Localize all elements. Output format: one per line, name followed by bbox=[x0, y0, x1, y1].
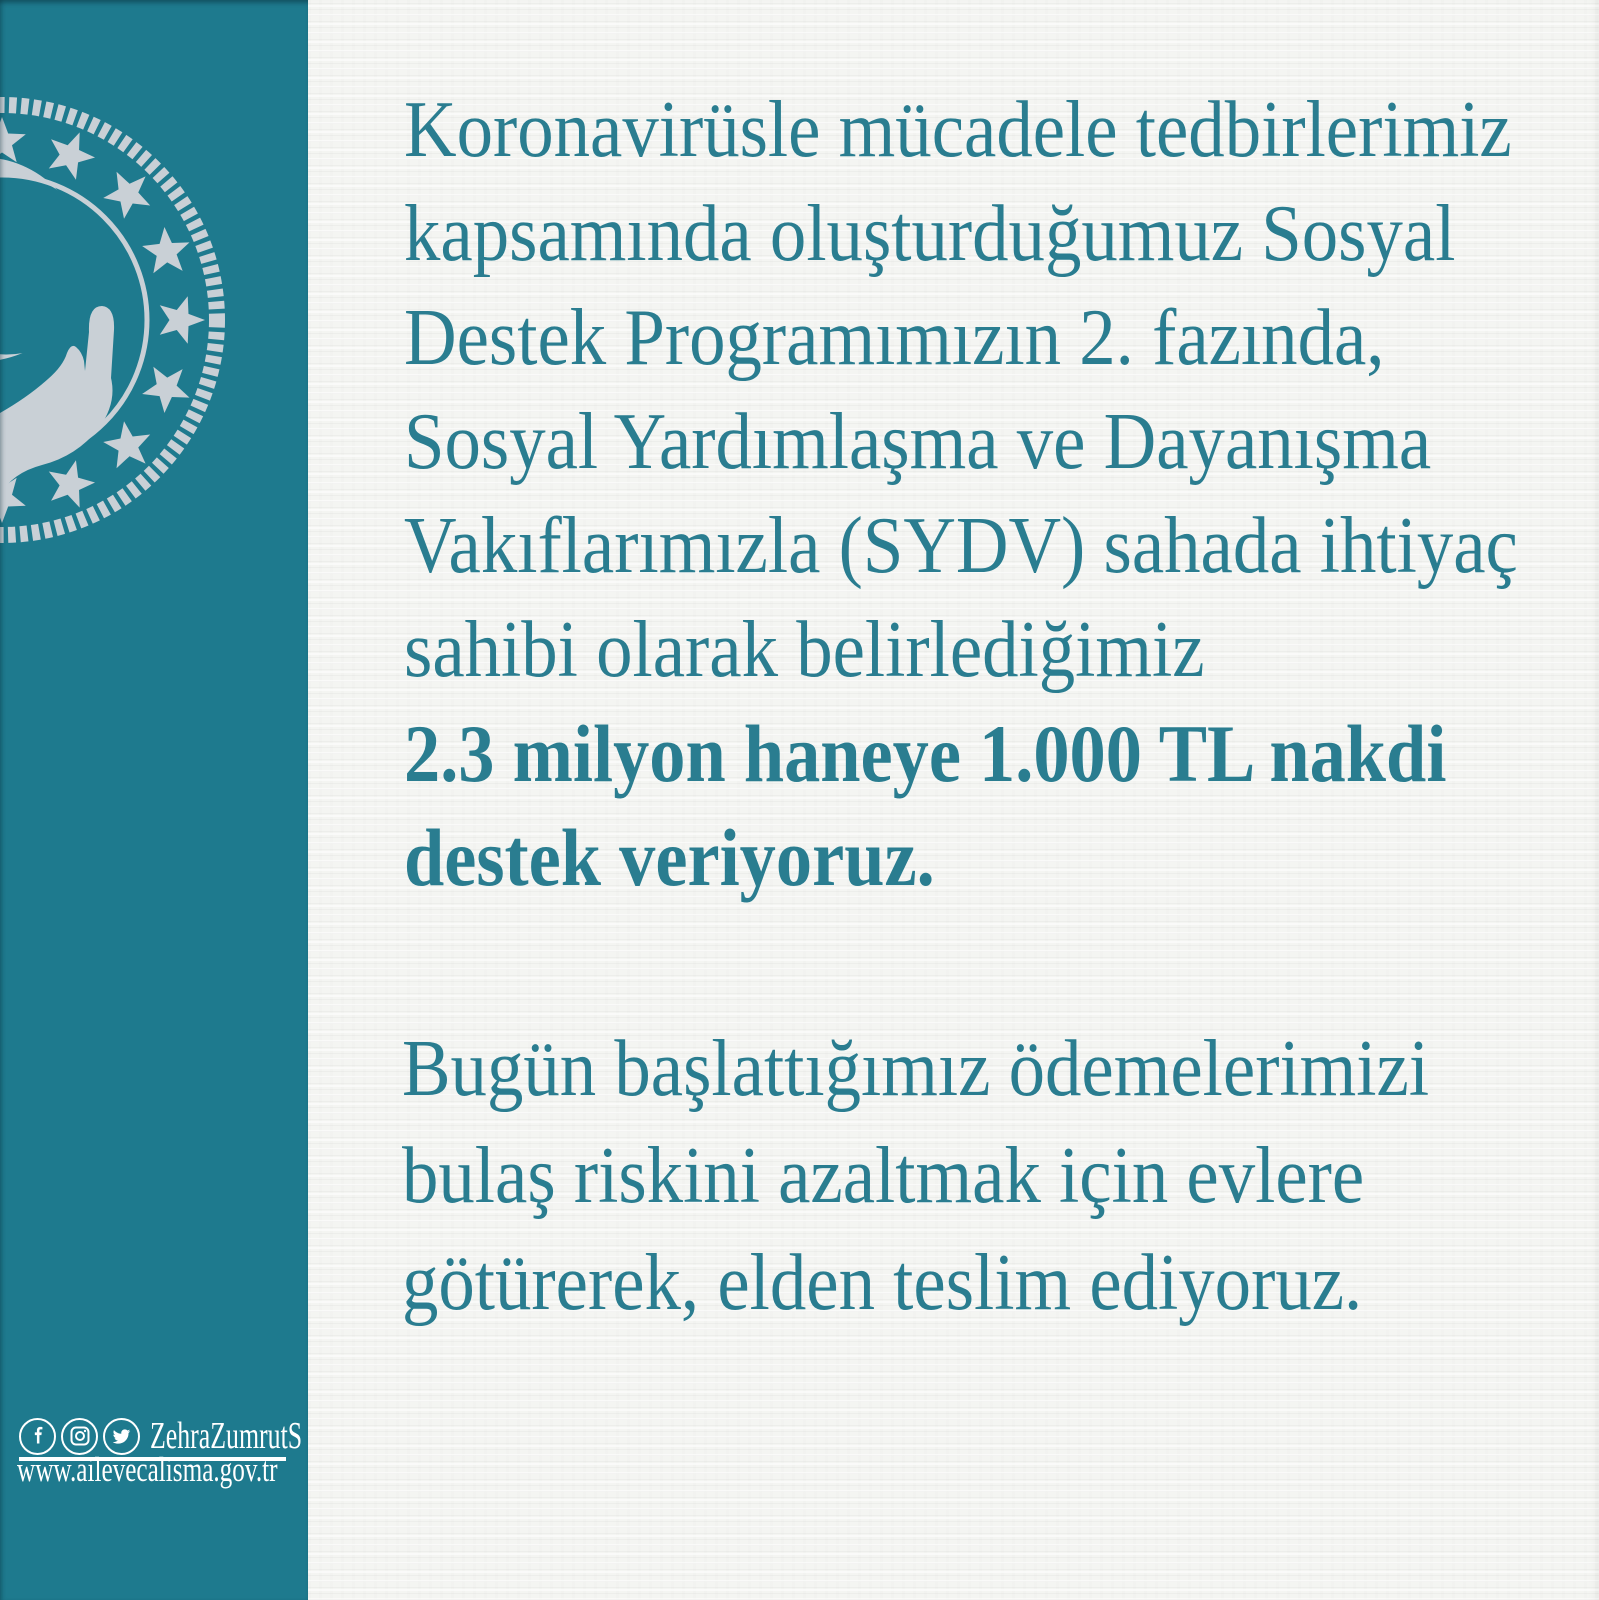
social-handle: ZehraZumrutS bbox=[150, 1415, 303, 1457]
text-line-bold: 2.3 milyon haneye 1.000 TL nakdi bbox=[404, 708, 1447, 799]
instagram-icon bbox=[61, 1418, 98, 1455]
text-line: götürerek, elden teslim ediyoruz. bbox=[402, 1239, 1363, 1327]
text-line: kapsamında oluşturduğumuz Sosyal bbox=[404, 190, 1456, 278]
text-line-bold: destek veriyoruz. bbox=[404, 812, 935, 903]
text-line: Sosyal Yardımlaşma ve Dayanışma bbox=[404, 398, 1432, 486]
text-line: Bugün başlattığımız ödemelerimizi bbox=[402, 1025, 1430, 1113]
paragraph-secondary bbox=[402, 1016, 1429, 1337]
paragraph-main bbox=[404, 78, 1518, 910]
text-line: sahibi olarak belirlediğimiz bbox=[404, 606, 1205, 694]
text-line: Vakıflarımızla (SYDV) sahada ihtiyaç bbox=[404, 502, 1518, 590]
text-line: Koronavirüsle mücadele tedbirlerimiz bbox=[404, 86, 1512, 174]
text-line: bulaş riskini azaltmak için evlere bbox=[402, 1132, 1365, 1220]
sidebar bbox=[0, 0, 308, 1600]
twitter-icon bbox=[103, 1418, 140, 1455]
text-line: Destek Programımızın 2. fazında, bbox=[404, 294, 1385, 382]
website-url: www.ailevecalisma.gov.tr bbox=[17, 1450, 278, 1489]
facebook-icon bbox=[19, 1418, 56, 1455]
ministry-emblem bbox=[0, 0, 308, 580]
